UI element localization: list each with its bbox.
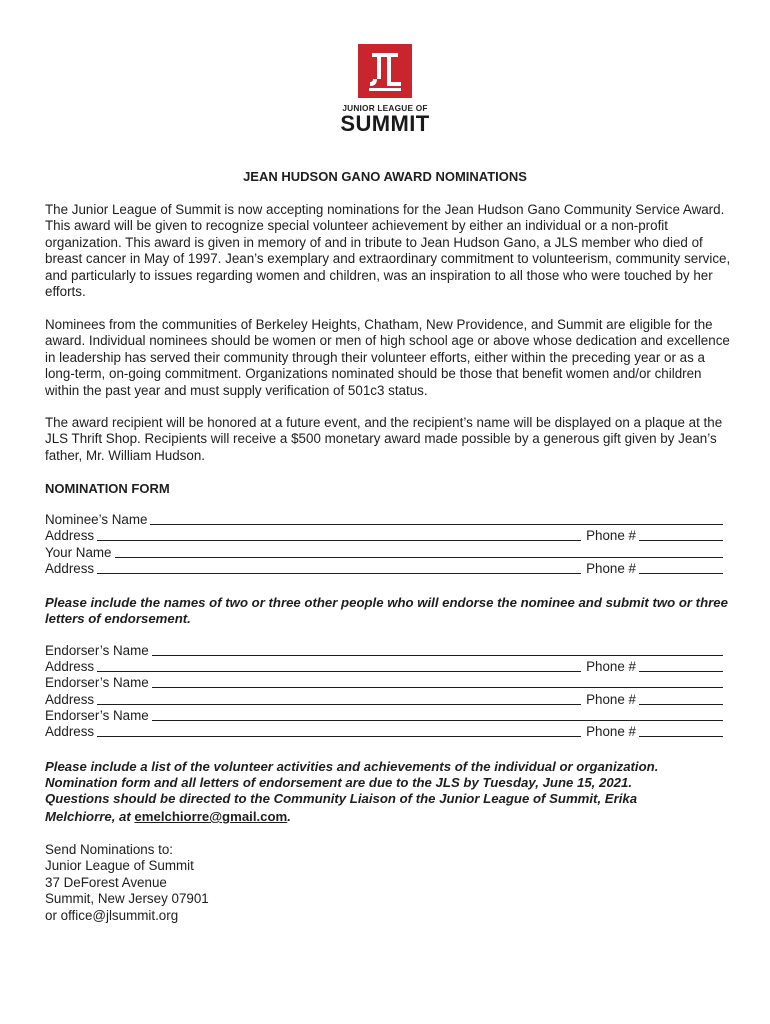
your-address-field[interactable] — [45, 560, 725, 577]
eligibility-paragraph: Nominees from the communities of Berkeley Heights, Chatham, New Providence, and Summit are eligible for the award. Individual nominees should be women or men of high school age or above whose dedication and excellence in leadership has served their community through their volunteer efforts, either within the preceding year or as a long-term, on-going commitment. Organizations nominated should be those that benefit women and/or children within the past year and must supply verification of 501c3 status. — [45, 317, 730, 398]
phone-label: Phone # — [586, 691, 636, 707]
address-label: Address — [45, 527, 95, 543]
endorser-3-name-field[interactable] — [45, 707, 725, 724]
endorser-3-address-field[interactable] — [45, 723, 725, 740]
endorser-1-address-field[interactable] — [45, 658, 725, 675]
questions-instruction: Questions should be directed to the Community Liaison of the Junior League of Summit, Erika — [45, 791, 638, 806]
page-title: JEAN HUDSON GANO AWARD NOMINATIONS — [243, 169, 527, 184]
endorser-name-label: Endorser’s Name — [45, 674, 149, 690]
send-to-email: or office@jlsummit.org — [45, 907, 179, 923]
endorser-name-line[interactable] — [152, 686, 723, 688]
deadline-instruction: Nomination form and all letters of endorsement are due to the JLS by Tuesday, June 15, 2021. — [45, 775, 632, 790]
address-line[interactable] — [97, 735, 581, 737]
address-label: Address — [45, 723, 95, 739]
phone-line[interactable] — [639, 735, 723, 737]
address-line[interactable] — [97, 539, 581, 541]
phone-label: Phone # — [586, 658, 636, 674]
contact-email-link[interactable]: emelchiorre@gmail.com — [134, 809, 288, 824]
nominee-name-line[interactable] — [150, 523, 723, 525]
nomination-form-heading: NOMINATION FORM — [45, 481, 170, 496]
address-line[interactable] — [97, 670, 581, 672]
your-name-line[interactable] — [115, 556, 724, 558]
phone-line[interactable] — [639, 539, 723, 541]
activities-instruction: Please include a list of the volunteer activities and achievements of the individual or organization. — [45, 759, 659, 774]
nominee-name-label: Nominee’s Name — [45, 511, 148, 527]
send-to-street: 37 DeForest Avenue — [45, 874, 167, 890]
phone-label: Phone # — [586, 723, 636, 739]
send-to-city: Summit, New Jersey 07901 — [45, 891, 209, 907]
contact-suffix: . — [287, 809, 291, 824]
send-to-org: Junior League of Summit — [45, 858, 194, 874]
address-label: Address — [45, 658, 95, 674]
nominee-address-field[interactable] — [45, 527, 725, 544]
logo — [337, 44, 433, 135]
logo-text-line1: JUNIOR LEAGUE OF — [342, 103, 428, 113]
endorser-name-line[interactable] — [152, 654, 723, 656]
endorser-2-name-field[interactable] — [45, 674, 725, 691]
logo-text-line2: SUMMIT — [340, 111, 430, 136]
award-paragraph: The award recipient will be honored at a future event, and the recipient’s name will be displayed on a plaque at the JLS Thrift Shop. Recipients will receive a $500 monetary award made possible by a generous gift given by Jean’s father, Mr. William Hudson. — [45, 415, 723, 463]
endorser-name-label: Endorser’s Name — [45, 642, 149, 658]
your-name-label: Your Name — [45, 544, 112, 560]
address-line[interactable] — [97, 572, 581, 574]
address-label: Address — [45, 691, 95, 707]
junior-league-logo-mark — [358, 44, 412, 98]
endorser-2-address-field[interactable] — [45, 691, 725, 708]
phone-line[interactable] — [639, 670, 723, 672]
endorser-name-label: Endorser’s Name — [45, 707, 149, 723]
address-label: Address — [45, 560, 95, 576]
contact-prefix: Melchiorre, at — [45, 809, 135, 824]
phone-label: Phone # — [586, 560, 636, 576]
send-to-block — [45, 842, 445, 924]
endorser-name-line[interactable] — [152, 719, 723, 721]
endorser-1-name-field[interactable] — [45, 642, 725, 659]
phone-label: Phone # — [586, 527, 636, 543]
phone-line[interactable] — [639, 572, 723, 574]
nominee-name-field[interactable] — [45, 511, 725, 528]
send-to-label: Send Nominations to: — [45, 842, 174, 857]
phone-line[interactable] — [639, 703, 723, 705]
address-line[interactable] — [97, 703, 581, 705]
your-name-field[interactable] — [45, 544, 725, 561]
endorse-instructions: Please include the names of two or three other people who will endorse the nominee and submit two or three letters of endorsement. — [45, 595, 728, 627]
intro-paragraph: The Junior League of Summit is now accepting nominations for the Jean Hudson Gano Community Service Award. This award will be given to recognize special volunteer achievement by either an individual or a non-profit organization. This award is given in memory of and in tribute to Jean Hudson Gano, a JLS member who died of breast cancer in May of 1997. Jean’s exemplary and extraordinary commitment to volunteerism, community service, and particularly to issues regarding women and children, was an inspiration to all those who were touched by her efforts. — [45, 202, 731, 300]
contact-line — [45, 809, 735, 825]
